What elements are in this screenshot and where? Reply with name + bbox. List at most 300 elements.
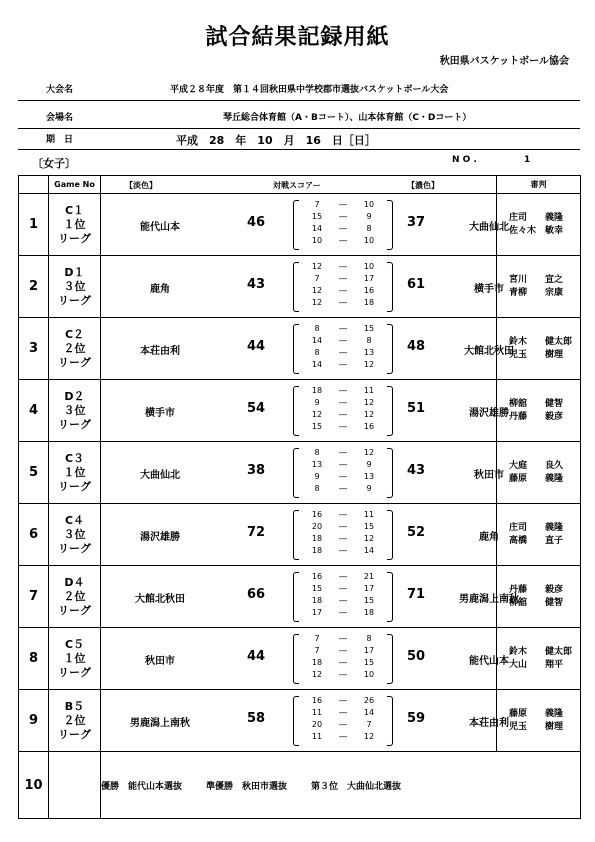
quarter-score-dark: 16 xyxy=(363,422,375,431)
quarter-scores xyxy=(293,696,393,745)
quarter-row xyxy=(301,262,385,274)
quarter-score-light: 18 xyxy=(311,658,323,667)
game-number-line: C１ xyxy=(64,203,85,217)
game-index: 6 xyxy=(19,504,49,566)
game-number-line: リーグ xyxy=(58,665,91,679)
venue-row xyxy=(18,110,580,129)
tournament-value: 平成２８年度 第１４回秋田県中学校郡市選抜バスケットボール大会 xyxy=(170,85,449,95)
quarter-row xyxy=(301,596,385,608)
header-referee: 審判 xyxy=(497,176,581,194)
dash-icon: ― xyxy=(339,670,347,679)
game-number-line: リーグ xyxy=(58,355,91,369)
dash-icon: ― xyxy=(339,448,347,457)
game-number-line: リーグ xyxy=(58,417,91,431)
game-number xyxy=(49,194,101,256)
score-light: 54 xyxy=(246,401,266,416)
game-number-line: ２位 xyxy=(63,589,86,603)
quarter-score-dark: 15 xyxy=(363,596,375,605)
quarter-row xyxy=(301,608,385,620)
dash-icon: ― xyxy=(339,584,347,593)
quarter-score-dark: 8 xyxy=(366,336,372,345)
game-index: 8 xyxy=(19,628,49,690)
quarter-score-light: 20 xyxy=(311,522,323,531)
match-cell xyxy=(101,380,509,442)
bracket-left xyxy=(293,386,299,436)
quarter-score-light: 7 xyxy=(314,634,320,643)
team-dark: 鹿角 xyxy=(479,532,499,543)
bracket-left xyxy=(293,324,299,374)
game-index: 4 xyxy=(19,380,49,442)
quarter-scores xyxy=(293,324,393,373)
game-number-line: １位 xyxy=(63,217,86,231)
quarter-score-dark: 17 xyxy=(363,274,375,283)
quarter-score-dark: 17 xyxy=(363,646,375,655)
referee-name: 藤原 義隆 xyxy=(509,473,564,484)
quarter-row xyxy=(301,546,385,558)
quarter-score-light: 18 xyxy=(311,386,323,395)
quarter-row xyxy=(301,658,385,670)
quarter-row xyxy=(301,460,385,472)
winner: 優勝 能代山本選抜 xyxy=(101,781,183,792)
match-cell xyxy=(101,194,509,256)
dash-icon: ― xyxy=(339,646,347,655)
quarter-row xyxy=(301,572,385,584)
quarter-row xyxy=(301,236,385,248)
referee-name: 丹藤 毅彦 xyxy=(509,584,564,595)
game-row xyxy=(19,380,581,442)
game-row xyxy=(19,628,581,690)
quarter-score-dark: 14 xyxy=(363,546,375,555)
quarter-score-light: 9 xyxy=(314,472,320,481)
no-label: N O . xyxy=(452,155,477,165)
bracket-right xyxy=(387,510,393,560)
game-number-line: リーグ xyxy=(58,293,91,307)
referee-name: 宮川 宣之 xyxy=(509,274,564,285)
quarter-score-light: 20 xyxy=(311,720,323,729)
quarter-score-light: 18 xyxy=(311,596,323,605)
bracket-right xyxy=(387,448,393,498)
team-dark: 大館北秋田 xyxy=(464,346,514,357)
score-dark: 59 xyxy=(406,711,426,726)
quarter-row xyxy=(301,584,385,596)
quarter-row xyxy=(301,448,385,460)
quarter-score-light: 7 xyxy=(314,200,320,209)
quarter-score-light: 7 xyxy=(314,274,320,283)
quarter-row xyxy=(301,720,385,732)
referee-name: 丹藤 毅彦 xyxy=(509,411,564,422)
dash-icon: ― xyxy=(339,298,347,307)
quarter-row xyxy=(301,534,385,546)
game-number-line: リーグ xyxy=(58,479,91,493)
final-index: 10 xyxy=(19,752,49,819)
score-dark: 43 xyxy=(406,463,426,478)
quarter-row xyxy=(301,336,385,348)
quarter-score-light: 7 xyxy=(314,646,320,655)
game-row xyxy=(19,504,581,566)
score-dark: 50 xyxy=(406,649,426,664)
bracket-right xyxy=(387,386,393,436)
quarter-score-dark: 12 xyxy=(363,360,375,369)
quarter-score-light: 10 xyxy=(311,236,323,245)
header-score: 対戦スコアー xyxy=(273,181,321,190)
quarter-score-light: 11 xyxy=(311,732,323,741)
game-index: 9 xyxy=(19,690,49,752)
quarter-score-light: 16 xyxy=(311,696,323,705)
quarter-row xyxy=(301,422,385,434)
quarter-score-dark: 12 xyxy=(363,732,375,741)
score-light: 72 xyxy=(246,525,266,540)
quarter-score-light: 8 xyxy=(314,324,320,333)
dash-icon: ― xyxy=(339,472,347,481)
score-dark: 51 xyxy=(406,401,426,416)
quarter-score-light: 14 xyxy=(311,336,323,345)
quarter-score-dark: 12 xyxy=(363,398,375,407)
game-number-line: C２ xyxy=(64,327,85,341)
team-light: 男鹿潟上南秋 xyxy=(130,718,190,729)
quarter-scores xyxy=(293,448,393,497)
dash-icon: ― xyxy=(339,422,347,431)
dash-icon: ― xyxy=(339,546,347,555)
header-dark-color: 【濃色】 xyxy=(407,181,439,190)
dash-icon: ― xyxy=(339,324,347,333)
quarter-score-light: 11 xyxy=(311,708,323,717)
quarter-score-light: 8 xyxy=(314,448,320,457)
game-number-line: ３位 xyxy=(63,279,86,293)
quarter-score-light: 18 xyxy=(311,546,323,555)
team-dark: 能代山本 xyxy=(469,656,509,667)
quarter-score-light: 9 xyxy=(314,398,320,407)
quarter-row xyxy=(301,386,385,398)
runner-up: 準優勝 秋田市選抜 xyxy=(206,781,288,792)
quarter-score-dark: 15 xyxy=(363,658,375,667)
referee-name: 大庭 良久 xyxy=(509,460,564,471)
quarter-score-dark: 7 xyxy=(366,720,372,729)
bracket-left xyxy=(293,510,299,560)
game-number-line: C４ xyxy=(64,513,85,527)
referee-name: 柳舘 健智 xyxy=(509,398,564,409)
date-label: 期 日 xyxy=(46,135,74,145)
team-dark: 大曲仙北 xyxy=(469,222,509,233)
bracket-left xyxy=(293,200,299,250)
referee-name: 藤原 義隆 xyxy=(509,708,564,719)
quarter-scores xyxy=(293,262,393,311)
team-light: 大館北秋田 xyxy=(135,594,185,605)
game-number xyxy=(49,566,101,628)
referee-name: 鈴木 健太郎 xyxy=(509,336,573,347)
venue-value: 琴丘総合体育館（A・Bコート）、山本体育館（C・Dコート） xyxy=(223,113,472,123)
team-dark: 横手市 xyxy=(474,284,504,295)
organization-name: 秋田県バスケットボール協会 xyxy=(439,56,569,67)
game-index: 1 xyxy=(19,194,49,256)
quarter-score-dark: 13 xyxy=(363,472,375,481)
team-light: 鹿角 xyxy=(150,284,170,295)
quarter-score-dark: 10 xyxy=(363,670,375,679)
quarter-row xyxy=(301,522,385,534)
quarter-row xyxy=(301,646,385,658)
quarter-score-dark: 8 xyxy=(366,634,372,643)
match-cell xyxy=(101,504,497,566)
game-row xyxy=(19,194,581,256)
page-title: 試合結果記録用紙 xyxy=(205,25,390,50)
game-row xyxy=(19,566,581,628)
no-value: 1 xyxy=(524,155,531,165)
team-light: 湯沢雄勝 xyxy=(140,532,180,543)
referee-name: 柳舘 健智 xyxy=(509,597,564,608)
header-match xyxy=(101,176,497,194)
team-dark: 男鹿潟上南秋 xyxy=(459,594,519,605)
bracket-left xyxy=(293,448,299,498)
game-number xyxy=(49,380,101,442)
quarter-score-dark: 15 xyxy=(363,324,375,333)
game-index: 7 xyxy=(19,566,49,628)
score-dark: 48 xyxy=(406,339,426,354)
game-number-line: リーグ xyxy=(58,603,91,617)
final-empty-cell xyxy=(49,752,101,819)
score-light: 58 xyxy=(246,711,266,726)
dash-icon: ― xyxy=(339,360,347,369)
quarter-score-dark: 10 xyxy=(363,200,375,209)
dash-icon: ― xyxy=(339,708,347,717)
game-number-line: D１ xyxy=(64,265,85,279)
score-light: 66 xyxy=(246,587,266,602)
quarter-score-dark: 12 xyxy=(363,534,375,543)
game-number xyxy=(49,442,101,504)
quarter-score-light: 16 xyxy=(311,572,323,581)
referee-name: 青柳 宗康 xyxy=(509,287,564,298)
game-number-line: リーグ xyxy=(58,231,91,245)
bracket-right xyxy=(387,572,393,622)
quarter-row xyxy=(301,212,385,224)
game-number xyxy=(49,256,101,318)
quarter-row xyxy=(301,360,385,372)
game-number xyxy=(49,690,101,752)
team-light: 本荘由利 xyxy=(140,346,180,357)
dash-icon: ― xyxy=(339,534,347,543)
dash-icon: ― xyxy=(339,224,347,233)
dash-icon: ― xyxy=(339,696,347,705)
game-number-line: C３ xyxy=(64,451,85,465)
quarter-score-dark: 8 xyxy=(366,224,372,233)
quarter-score-dark: 17 xyxy=(363,584,375,593)
bracket-right xyxy=(387,696,393,746)
dash-icon: ― xyxy=(339,274,347,283)
game-number-line: B５ xyxy=(64,699,85,713)
match-cell xyxy=(101,256,504,318)
match-cell xyxy=(101,318,514,380)
quarter-score-light: 12 xyxy=(311,286,323,295)
quarter-score-light: 14 xyxy=(311,224,323,233)
quarter-score-light: 12 xyxy=(311,410,323,419)
header-game-no: Game No xyxy=(49,176,101,194)
referee-name: 鈴木 健太郎 xyxy=(509,646,573,657)
quarter-row xyxy=(301,324,385,336)
referee-name: 大山 翔平 xyxy=(509,659,564,670)
bracket-left xyxy=(293,262,299,312)
quarter-score-dark: 12 xyxy=(363,410,375,419)
dash-icon: ― xyxy=(339,200,347,209)
quarter-score-dark: 10 xyxy=(363,236,375,245)
quarter-row xyxy=(301,484,385,496)
referee-name: 児玉 樹理 xyxy=(509,721,564,732)
team-dark: 本荘由利 xyxy=(469,718,509,729)
score-light: 44 xyxy=(246,339,266,354)
quarter-scores xyxy=(293,386,393,435)
dash-icon: ― xyxy=(339,398,347,407)
quarter-score-dark: 21 xyxy=(363,572,375,581)
dash-icon: ― xyxy=(339,336,347,345)
category-label: 〔女子〕 xyxy=(32,157,76,170)
quarter-score-dark: 26 xyxy=(363,696,375,705)
quarter-score-dark: 9 xyxy=(366,212,372,221)
score-light: 43 xyxy=(246,277,266,292)
quarter-row xyxy=(301,696,385,708)
quarter-row xyxy=(301,398,385,410)
referee-name: 庄司 義隆 xyxy=(509,212,564,223)
quarter-score-dark: 16 xyxy=(363,286,375,295)
dash-icon: ― xyxy=(339,720,347,729)
dash-icon: ― xyxy=(339,572,347,581)
game-number-line: リーグ xyxy=(58,541,91,555)
quarter-score-light: 12 xyxy=(311,298,323,307)
dash-icon: ― xyxy=(339,212,347,221)
quarter-score-dark: 9 xyxy=(366,460,372,469)
quarter-row xyxy=(301,224,385,236)
team-light: 横手市 xyxy=(145,408,175,419)
quarter-score-dark: 11 xyxy=(363,510,375,519)
game-row xyxy=(19,442,581,504)
game-number-line: ３位 xyxy=(63,527,86,541)
game-number xyxy=(49,318,101,380)
game-number-line: ２位 xyxy=(63,713,86,727)
game-number-line: ２位 xyxy=(63,341,86,355)
game-row xyxy=(19,690,581,752)
score-dark: 61 xyxy=(406,277,426,292)
quarter-score-light: 16 xyxy=(311,510,323,519)
quarter-score-light: 15 xyxy=(311,584,323,593)
game-number-line: １位 xyxy=(63,651,86,665)
dash-icon: ― xyxy=(339,348,347,357)
bracket-right xyxy=(387,200,393,250)
venue-label: 会場名 xyxy=(46,113,74,123)
quarter-row xyxy=(301,708,385,720)
quarter-row xyxy=(301,472,385,484)
quarter-score-dark: 18 xyxy=(363,608,375,617)
referee-name: 児玉 樹理 xyxy=(509,349,564,360)
referee-name: 佐々木 敏幸 xyxy=(509,225,564,236)
quarter-score-light: 18 xyxy=(311,534,323,543)
score-light: 46 xyxy=(246,215,266,230)
quarter-scores xyxy=(293,510,393,559)
date-row xyxy=(18,132,580,150)
game-row xyxy=(19,318,581,380)
game-number-line: リーグ xyxy=(58,727,91,741)
dash-icon: ― xyxy=(339,732,347,741)
dash-icon: ― xyxy=(339,286,347,295)
dash-icon: ― xyxy=(339,410,347,419)
bracket-left xyxy=(293,572,299,622)
game-number-line: D２ xyxy=(64,389,85,403)
game-number xyxy=(49,504,101,566)
dash-icon: ― xyxy=(339,386,347,395)
quarter-score-dark: 9 xyxy=(366,484,372,493)
bracket-right xyxy=(387,324,393,374)
dash-icon: ― xyxy=(339,522,347,531)
game-number-line: C５ xyxy=(64,637,85,651)
score-dark: 37 xyxy=(406,215,426,230)
quarter-row xyxy=(301,634,385,646)
game-index: 3 xyxy=(19,318,49,380)
quarter-score-light: 12 xyxy=(311,262,323,271)
quarter-score-light: 17 xyxy=(311,608,323,617)
third-place: 第３位 大曲仙北選抜 xyxy=(311,781,402,792)
quarter-score-dark: 13 xyxy=(363,348,375,357)
dash-icon: ― xyxy=(339,510,347,519)
team-light: 大曲仙北 xyxy=(140,470,180,481)
game-number-line: １位 xyxy=(63,465,86,479)
referee-name: 高橋 直子 xyxy=(509,535,564,546)
quarter-row xyxy=(301,274,385,286)
quarter-scores xyxy=(293,572,393,621)
score-dark: 71 xyxy=(406,587,426,602)
bracket-left xyxy=(293,634,299,684)
dash-icon: ― xyxy=(339,596,347,605)
dash-icon: ― xyxy=(339,634,347,643)
quarter-score-dark: 11 xyxy=(363,386,375,395)
tournament-row xyxy=(18,82,580,101)
score-light: 38 xyxy=(246,463,266,478)
quarter-row xyxy=(301,200,385,212)
date-value: 平成 28 年 10 月 16 日［日］ xyxy=(176,134,376,147)
quarter-score-light: 15 xyxy=(311,212,323,221)
dash-icon: ― xyxy=(339,484,347,493)
score-light: 44 xyxy=(246,649,266,664)
results-table xyxy=(18,175,581,819)
match-cell xyxy=(101,690,509,752)
game-index: 2 xyxy=(19,256,49,318)
dash-icon: ― xyxy=(339,262,347,271)
team-dark: 湯沢雄勝 xyxy=(469,408,509,419)
game-number-line: D４ xyxy=(64,575,85,589)
quarter-score-dark: 14 xyxy=(363,708,375,717)
quarter-score-dark: 15 xyxy=(363,522,375,531)
bracket-left xyxy=(293,696,299,746)
bracket-right xyxy=(387,262,393,312)
dash-icon: ― xyxy=(339,608,347,617)
final-row xyxy=(19,752,581,819)
header-light-color: 【淡色】 xyxy=(125,181,157,190)
quarter-score-dark: 12 xyxy=(363,448,375,457)
quarter-score-light: 8 xyxy=(314,484,320,493)
game-row xyxy=(19,256,581,318)
quarter-score-light: 13 xyxy=(311,460,323,469)
quarter-row xyxy=(301,348,385,360)
quarter-score-light: 8 xyxy=(314,348,320,357)
dash-icon: ― xyxy=(339,236,347,245)
quarter-score-dark: 18 xyxy=(363,298,375,307)
quarter-score-light: 12 xyxy=(311,670,323,679)
referee-name: 庄司 義隆 xyxy=(509,522,564,533)
bracket-right xyxy=(387,634,393,684)
tournament-label: 大会名 xyxy=(46,85,74,95)
team-light: 秋田市 xyxy=(145,656,175,667)
game-number xyxy=(49,628,101,690)
quarter-row xyxy=(301,298,385,310)
game-number-line: ３位 xyxy=(63,403,86,417)
quarter-score-dark: 10 xyxy=(363,262,375,271)
final-results xyxy=(101,752,581,819)
header-index xyxy=(19,176,49,194)
quarter-score-light: 14 xyxy=(311,360,323,369)
